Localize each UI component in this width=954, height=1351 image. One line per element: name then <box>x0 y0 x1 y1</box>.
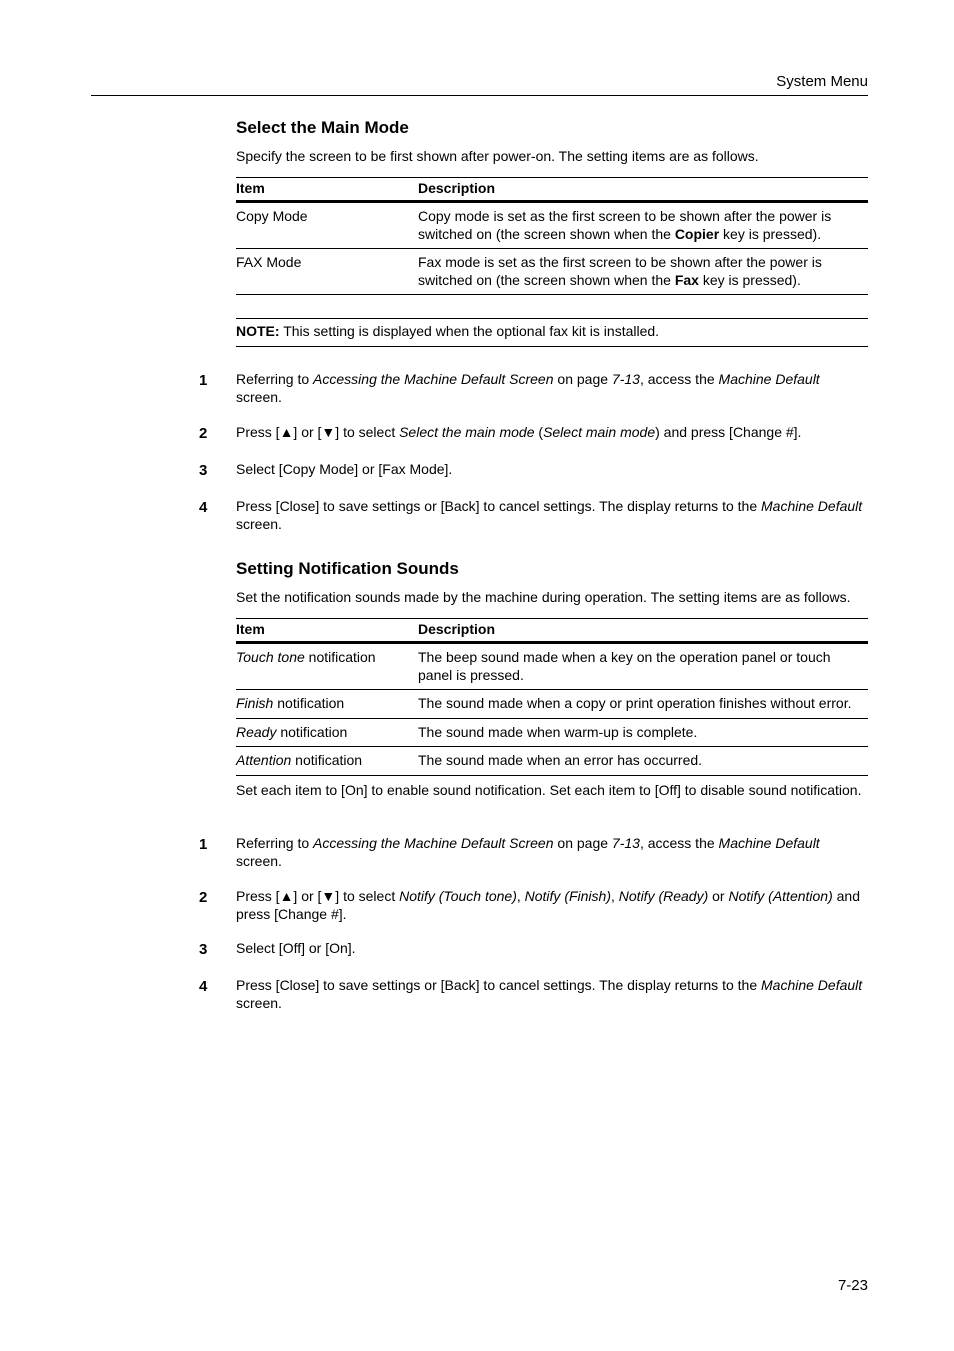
note-text: This setting is displayed when the optional fax kit is installed. <box>279 323 660 339</box>
table-cell-item: FAX Mode <box>236 249 418 295</box>
table-header-row <box>236 178 868 202</box>
page-number: 7-23 <box>837 1277 868 1294</box>
step-item: 1 Referring to Accessing the Machine Default Screen on page 7-13, access the Machine Default screen. <box>199 371 820 405</box>
table-cell-item: Copy Mode <box>236 202 418 249</box>
column-header-item: Item <box>236 178 418 202</box>
table-cell-item: Ready notification <box>236 718 418 747</box>
column-header-description: Description <box>418 178 868 202</box>
section-intro-notification-sounds: Set the notification sounds made by the machine during operation. The setting items are as follows. <box>236 589 851 605</box>
header-rule <box>91 95 868 96</box>
main-mode-table <box>236 177 868 295</box>
step-number: 1 <box>199 372 208 389</box>
table-row <box>236 202 868 249</box>
step-item: 2 Press [▲] or [▼] to select Select the main mode (Select main mode) and press [Change #]. <box>199 424 802 442</box>
table-row <box>236 643 868 690</box>
step-number: 4 <box>199 499 208 516</box>
step-item: 1 Referring to Accessing the Machine Default Screen on page 7-13, access the Machine Default screen. <box>199 835 820 869</box>
step-item: 3 Select [Off] or [On]. <box>199 940 356 958</box>
step-number: 3 <box>199 941 208 958</box>
running-header: System Menu <box>776 73 868 90</box>
step-number: 3 <box>199 462 208 479</box>
table-cell-description: The sound made when a copy or print operation finishes without error. <box>418 690 868 719</box>
column-header-item: Item <box>236 619 418 643</box>
table-cell-description: The beep sound made when a key on the operation panel or touch panel is pressed. <box>418 643 868 690</box>
table-cell-description: Fax mode is set as the first screen to be shown after the power is switched on (the screen shown when the Fax key is pressed). <box>418 249 868 295</box>
table-row <box>236 747 868 776</box>
section-title-notification-sounds: Setting Notification Sounds <box>236 559 459 578</box>
table-row <box>236 249 868 295</box>
table-cell-description: Copy mode is set as the first screen to be shown after the power is switched on (the screen shown when the Copier key is pressed). <box>418 202 868 249</box>
note-label: NOTE: <box>236 323 280 339</box>
step-number: 4 <box>199 978 208 995</box>
column-header-description: Description <box>418 619 868 643</box>
step-number: 2 <box>199 889 208 906</box>
table-header-row <box>236 619 868 643</box>
table-cell-item: Attention notification <box>236 747 418 776</box>
table-cell-item: Touch tone notification <box>236 643 418 690</box>
step-item: 4 Press [Close] to save settings or [Back] to cancel settings. The display returns to the Machine Default screen. <box>199 498 863 532</box>
table-row <box>236 690 868 719</box>
table-cell-item: Finish notification <box>236 690 418 719</box>
step-item: 2 Press [▲] or [▼] to select Notify (Touch tone), Notify (Finish), Notify (Ready) or Notify (Attention) and press [Change #]. <box>199 888 860 922</box>
section-title-main-mode: Select the Main Mode <box>236 118 409 137</box>
notification-sounds-table <box>236 618 868 776</box>
step-item: 4 Press [Close] to save settings or [Back] to cancel settings. The display returns to the Machine Default screen. <box>199 977 863 1011</box>
step-number: 1 <box>199 836 208 853</box>
table-row <box>236 718 868 747</box>
step-number: 2 <box>199 425 208 442</box>
note-box <box>236 318 868 347</box>
sound-setting-explanation: Set each item to [On] to enable sound notification. Set each item to [Off] to disable sound notification. <box>236 782 862 798</box>
table-cell-description: The sound made when warm-up is complete. <box>418 718 868 747</box>
section-intro-main-mode: Specify the screen to be first shown after power-on. The setting items are as follows. <box>236 148 759 164</box>
table-cell-description: The sound made when an error has occurred. <box>418 747 868 776</box>
step-item: 3 Select [Copy Mode] or [Fax Mode]. <box>199 461 453 479</box>
